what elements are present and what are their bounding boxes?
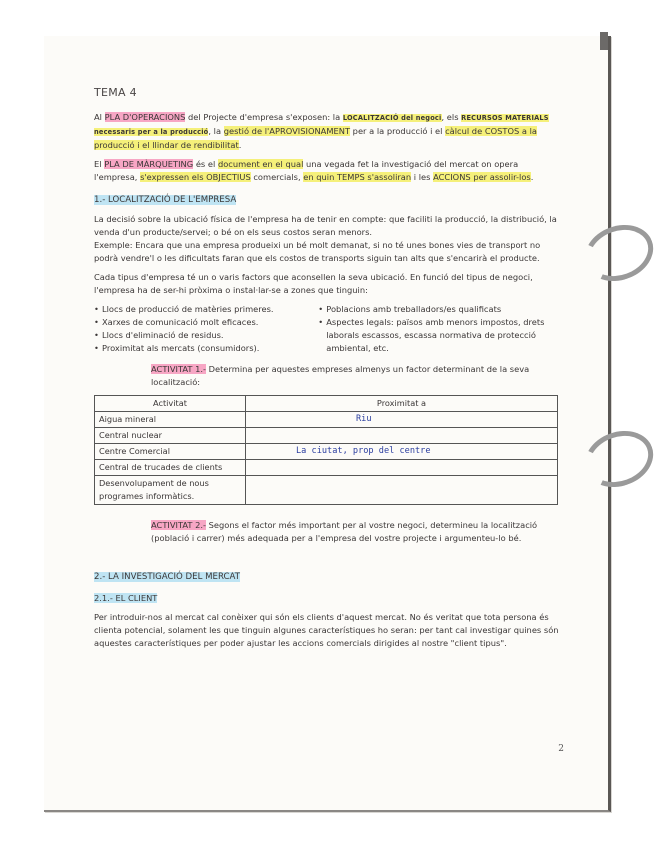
cell-proximitat[interactable]: La ciutat, prop del centre	[246, 444, 558, 460]
bullet-icon: •	[94, 343, 99, 353]
activitat-1	[151, 363, 551, 389]
table-row	[95, 428, 558, 444]
highlighted-text: document en el qual	[217, 159, 304, 169]
body-text: El	[94, 159, 105, 169]
activitat-1-label: ACTIVITAT 1.-	[151, 364, 207, 374]
table-row	[95, 460, 558, 476]
subsection-heading-client	[94, 592, 564, 605]
section-title-1: 1.- LOCALITZACIÓ DE L'EMPRESA	[94, 195, 237, 205]
bullet-text: Xarxes de comunicació molt eficaces.	[102, 317, 259, 327]
factors-bullet-list	[94, 303, 564, 355]
highlighted-text: s'expressen els OBJECTIUS	[140, 172, 251, 182]
body-text: .	[530, 172, 534, 182]
highlighted-text: LOCALITZACIÓ del negoci	[342, 114, 442, 122]
cell-activitat: Desenvolupament de nous programes informàtics.	[95, 476, 246, 505]
body-text: Al	[94, 112, 105, 122]
intro-paragraph-operacions	[94, 111, 564, 152]
table-row	[95, 444, 558, 460]
page-title: TEMA 4	[94, 86, 137, 99]
bullet-text: Llocs d'eliminació de residus.	[102, 330, 224, 340]
body-text: una vegada fet la investigació del mercat on opera l'empresa,	[94, 159, 519, 182]
bullet-icon: •	[94, 304, 99, 314]
activitat-table	[94, 395, 558, 505]
list-item	[318, 316, 564, 355]
bullet-icon: •	[318, 317, 324, 327]
list-item	[94, 316, 310, 329]
highlighted-text: en quin TEMPS s'assoliran	[303, 172, 412, 182]
page-content	[94, 86, 564, 656]
activitat-2-text: Segons el factor més important per al vostre negoci, determineu la localització (població i carrer) més adequada per a l'empresa del vostre projecte i argumenteu-lo bé.	[151, 520, 538, 543]
list-item	[94, 342, 310, 355]
cell-activitat: Aigua mineral	[95, 412, 246, 428]
cell-proximitat[interactable]	[246, 428, 558, 444]
bullet-text: Poblacions amb treballadors/es qualificats	[326, 304, 502, 314]
cell-proximitat[interactable]	[246, 476, 558, 505]
page-number: 2	[558, 744, 564, 754]
bullet-text: Aspectes legals: països amb menors impostos, drets laborals escassos, escassa normativa de protecció ambiental, etc.	[326, 317, 545, 353]
body-text: , els	[441, 112, 462, 122]
body-text: per a la producció i el	[350, 126, 446, 136]
body-text: i les	[411, 172, 434, 182]
cell-activitat: Central de trucades de clients	[95, 460, 246, 476]
highlighted-text: PLA DE MÀRQUETING	[104, 159, 194, 169]
cell-activitat: Centre Comercial	[95, 444, 246, 460]
bullet-icon: •	[94, 330, 99, 340]
page-content-frame	[44, 36, 608, 810]
intro-paragraph-marqueting	[94, 158, 564, 184]
table-header-row	[95, 396, 558, 412]
subsection-title: 2.1.- EL CLIENT	[94, 593, 158, 603]
cell-activitat: Central nuclear	[95, 428, 246, 444]
example-text: Exemple: Encara que una empresa produeixi un bé molt demanat, si no té unes bones vies de transport no podrà vendre'l o les dificultats faran que els costos de transports siguin tan alts que s'encarirà el producte.	[94, 240, 541, 263]
highlighted-text: PLA D'OPERACIONS	[104, 112, 186, 122]
bullet-column-left	[94, 303, 310, 355]
cell-proximitat[interactable]	[246, 460, 558, 476]
highlighted-text: RECURSOS MATERIALS necessaris per a la producció	[94, 114, 549, 136]
section-heading-investigacio	[94, 571, 564, 584]
client-text: Per introduir-nos al mercat cal conèixer qui són els clients d'aquest mercat. No és veritat que tota persona és clienta potencial, solament les que tinguin algunes característiques ho seran: per tant cal investigar quines són aquestes característiques per poder ajustar les accions comercials dirigides al nostre "client tipus".	[94, 612, 559, 648]
activitat-2	[151, 519, 551, 545]
column-header-proximitat: Proximitat a	[246, 396, 558, 412]
localitzacio-text: La decisió sobre la ubicació física de l'empresa ha de tenir en compte: que faciliti la producció, la distribució, la venda d'un producte/servei; o bé on els seus costos seran menors.	[94, 214, 557, 237]
activitat-1-text: Determina per aquestes empreses almenys un factor determinant de la seva localització:	[151, 364, 530, 387]
column-header-activitat: Activitat	[95, 396, 246, 412]
table-row	[95, 412, 558, 428]
body-text: .	[238, 140, 242, 150]
factors-paragraph	[94, 271, 564, 297]
example-paragraph	[94, 239, 564, 265]
bullet-text: Llocs de producció de matèries primeres.	[102, 304, 274, 314]
client-paragraph	[94, 611, 564, 650]
table-row	[95, 476, 558, 505]
list-item	[94, 303, 310, 316]
activitat-2-label: ACTIVITAT 2.-	[151, 520, 207, 530]
factors-text: Cada tipus d'empresa té un o varis factors que aconsellen la seva ubicació. En funció del tipus de negoci, l'empresa ha de ser-hi pròxima o instal·lar-se a zones que tinguin:	[94, 272, 533, 295]
highlighted-text: càlcul de COSTOS a la producció i el llindar de rendibilitat	[94, 126, 538, 150]
highlighted-text: gestió de l'APROVISIONAMENT	[223, 126, 351, 136]
body-text: del Projecte d'empresa s'exposen: la	[185, 112, 343, 122]
localitzacio-paragraph	[94, 213, 564, 239]
bullet-text: Proximitat als mercats (consumidors).	[102, 343, 260, 353]
body-text: comercials,	[250, 172, 304, 182]
bullet-icon: •	[94, 317, 99, 327]
body-text: , la	[208, 126, 224, 136]
section-title-2: 2.- LA INVESTIGACIÓ DEL MERCAT	[94, 572, 240, 582]
bullet-icon: •	[318, 304, 324, 314]
list-item	[94, 329, 310, 342]
section-heading-localitzacio	[94, 194, 564, 207]
body-text: és el	[193, 159, 218, 169]
highlighted-text: ACCIONS per assolir-los	[433, 172, 531, 182]
cell-proximitat[interactable]: Riu	[246, 412, 558, 428]
list-item	[318, 303, 564, 316]
bullet-column-right	[318, 303, 564, 355]
